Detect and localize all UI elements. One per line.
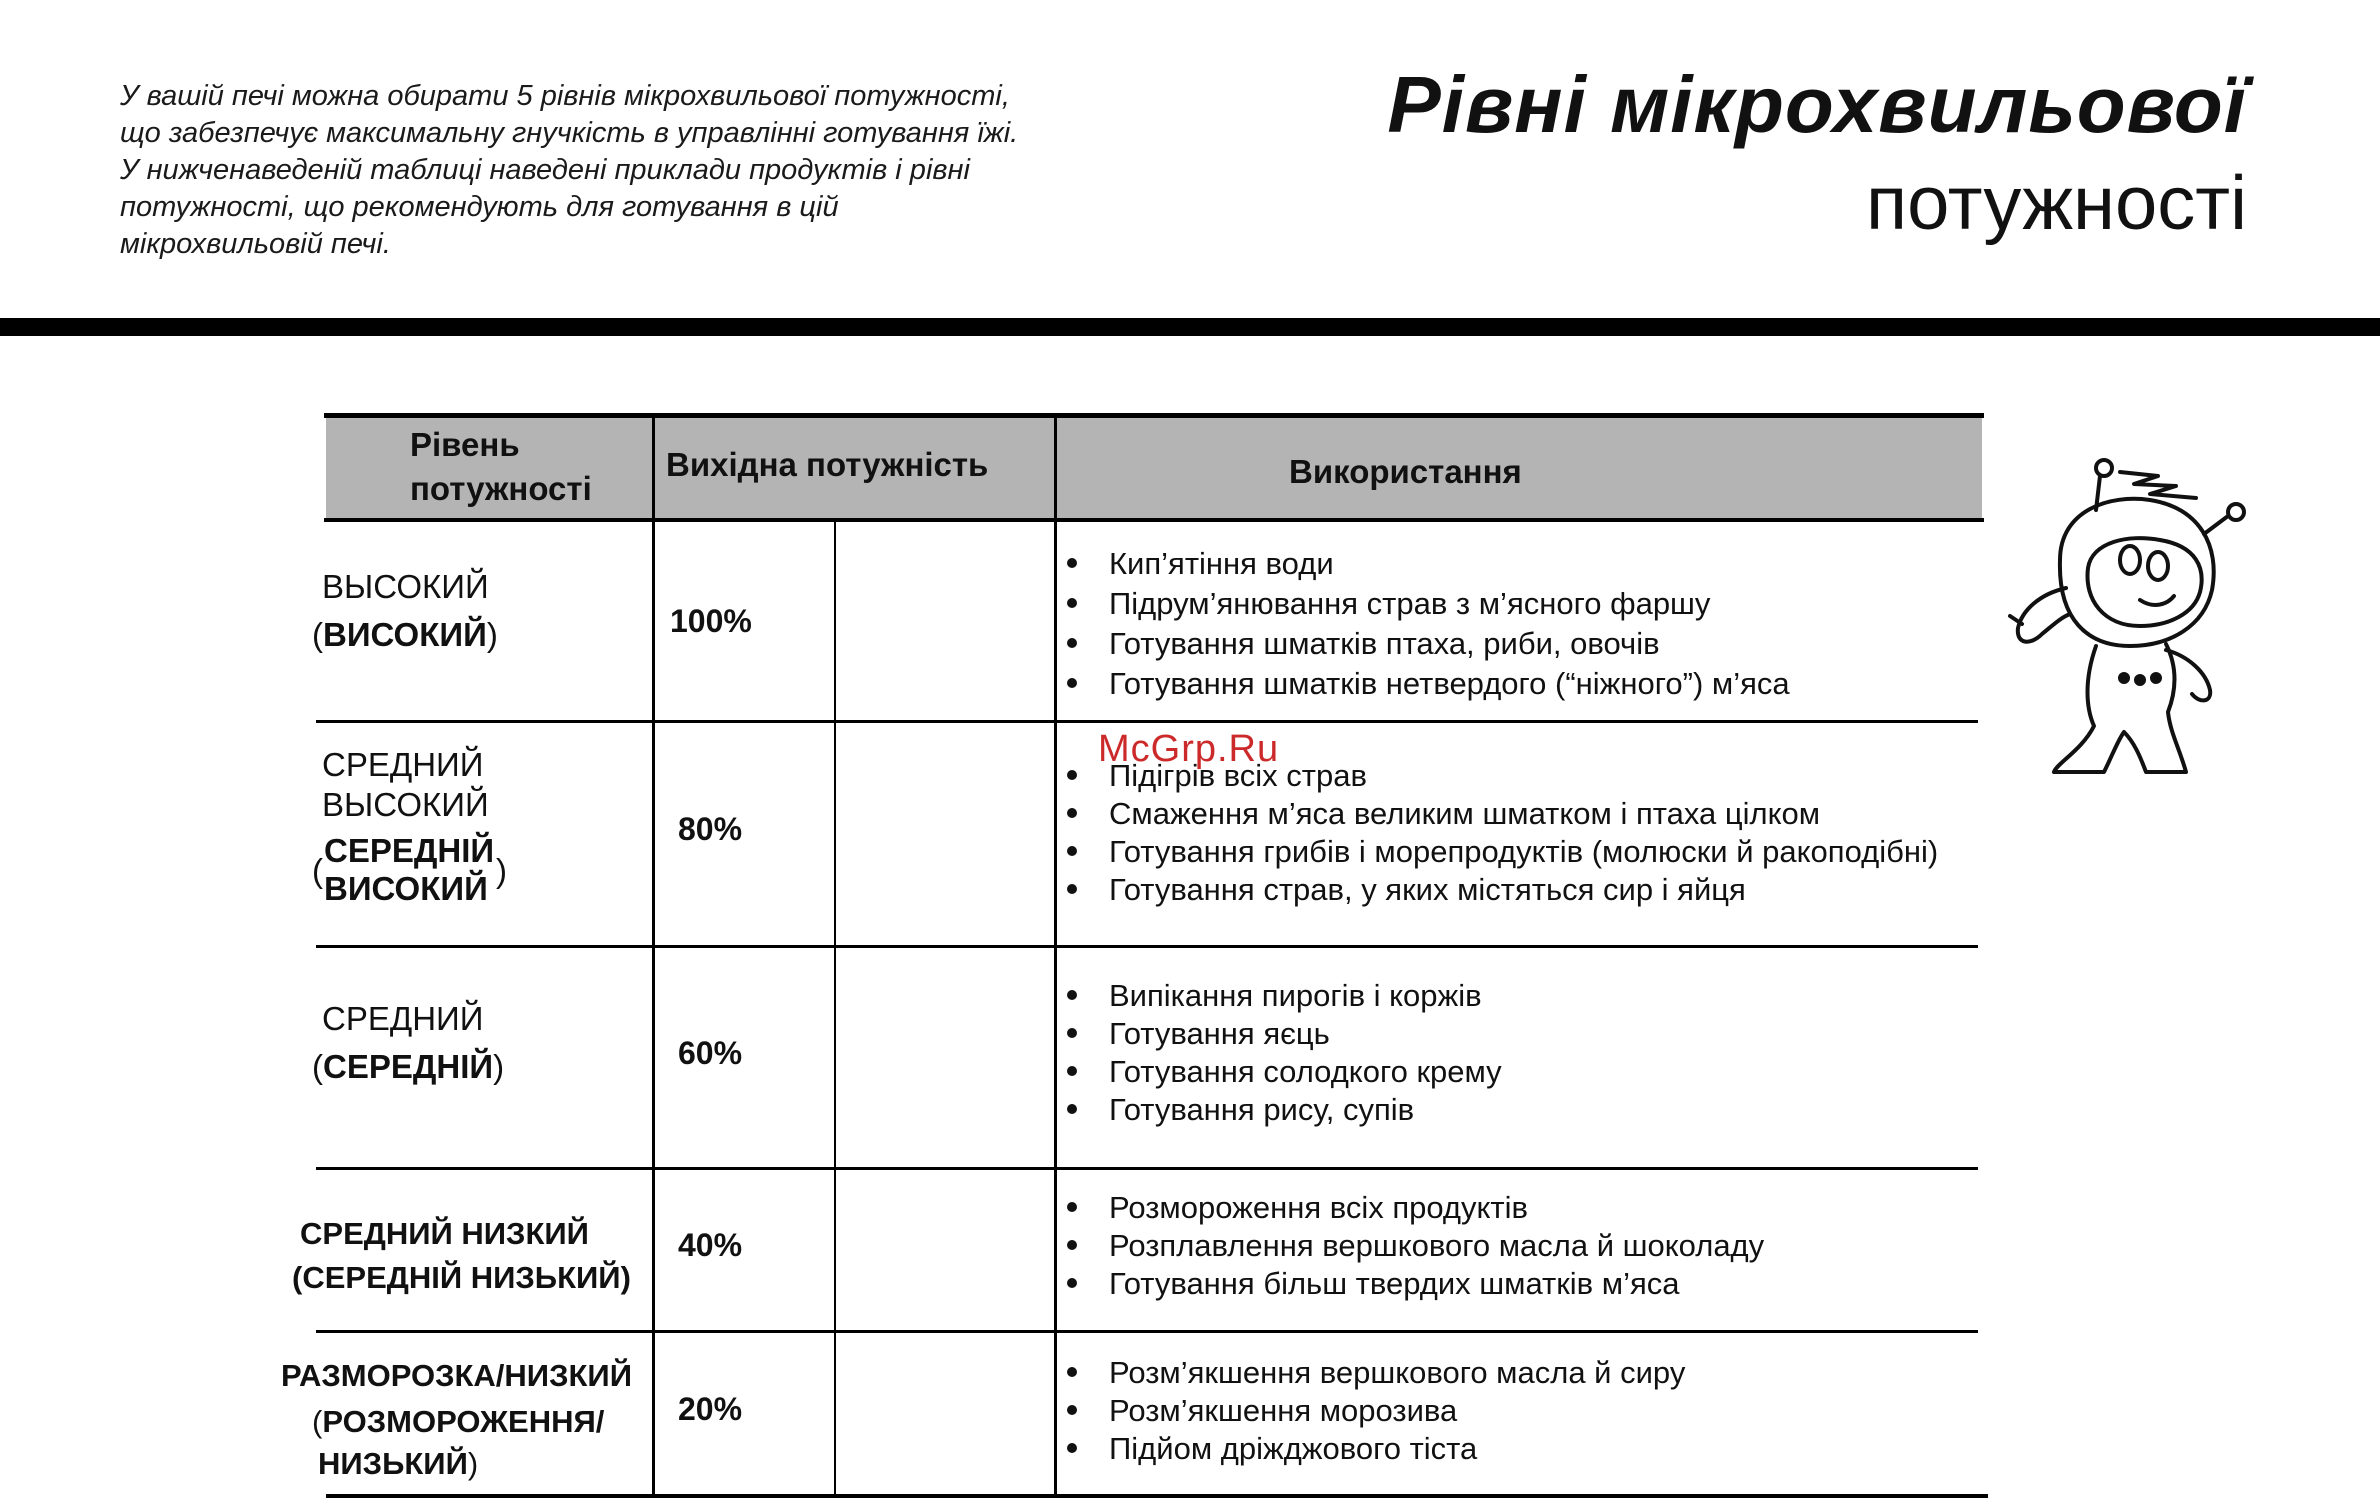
header-usage: Використання (1289, 453, 1522, 490)
column-divider (652, 416, 655, 1496)
level-label-bold: СЕРЕДНІЙ (323, 1048, 494, 1085)
level-label (312, 1404, 605, 1439)
bullet-icon (1067, 808, 1077, 818)
bracket: ) (467, 1446, 479, 1481)
level-label-bold: НИЗЬКИЙ (318, 1446, 468, 1481)
usage-item: Випікання пирогів і коржів (1109, 978, 1482, 1013)
bracket: ) (496, 852, 507, 889)
intro-line: що забезпечує максимальну гнучкість в управлінні готування їжі. (120, 117, 1019, 149)
row-separator (316, 1167, 1978, 1170)
table-top-line (324, 413, 1984, 418)
level-label: СРЕДНИЙ (322, 746, 484, 783)
intro-line: У вашій печі можна обирати 5 рівнів мікрохвильової потужності, (120, 80, 1010, 112)
usage-item: Розплавлення вершкового масла й шоколаду (1109, 1228, 1765, 1263)
level-label (312, 1047, 504, 1085)
row-separator (316, 945, 1978, 948)
header-output-power: Вихідна потужність (666, 446, 989, 483)
level-label: СРЕДНИЙ (322, 1000, 484, 1037)
table-header-bottom-line (324, 518, 1984, 522)
bullet-icon (1067, 1278, 1077, 1288)
bullet-icon (1067, 770, 1077, 780)
level-label-bold: ВИСОКИЙ (323, 616, 487, 653)
usage-list (1067, 758, 1938, 907)
level-label: ВЫСОКИЙ (322, 786, 489, 823)
usage-item: Готування грибів і морепродуктів (молюски й ракоподібні) (1109, 834, 1939, 869)
bracket: ( (312, 1404, 323, 1439)
usage-item: Розм’якшення вершкового масла й сиру (1109, 1355, 1686, 1390)
level-label: СРЕДНИЙ НИЗКИЙ (300, 1216, 589, 1251)
table-bottom-line (326, 1494, 1988, 1498)
title-line-2: потужності (1865, 161, 2247, 246)
bracket: ( (312, 852, 323, 889)
intro-line: мікрохвильовій печі. (120, 228, 391, 260)
power-value: 100% (670, 603, 752, 639)
intro-line: потужності, що рекомендують для готування в цій (120, 191, 839, 223)
bullet-icon (1067, 1405, 1077, 1415)
title-line-1: Рівні мікрохвильової (1387, 60, 2247, 149)
bullet-icon (1067, 1202, 1077, 1212)
usage-list (1067, 1355, 1686, 1466)
power-value: 20% (678, 1391, 743, 1427)
row-separator (316, 720, 1978, 723)
usage-item: Готування рису, супів (1109, 1092, 1415, 1127)
bracket: ) (486, 616, 498, 653)
intro-line: У нижченаведеній таблиці наведені приклади продуктів і рівні (120, 154, 970, 186)
usage-item: Готування більш твердих шматків м’яса (1109, 1266, 1680, 1301)
usage-item: Готування шматків нетвердого (“ніжного”) м’яса (1109, 666, 1790, 701)
header-level-line-1: Рівень (410, 426, 520, 463)
usage-item: Підрум’янювання страв з м’ясного фаршу (1109, 586, 1711, 621)
power-value: 60% (678, 1035, 743, 1071)
usage-list (1067, 978, 1502, 1127)
level-label: ВЫСОКИЙ (322, 568, 489, 605)
level-label: (СЕРЕДНІЙ НИЗЬКИЙ) (292, 1260, 631, 1295)
level-label-bold: ВИСОКИЙ (324, 870, 488, 907)
column-divider (1054, 416, 1057, 1496)
usage-item: Готування страв, у яких містяться сир і яйця (1109, 872, 1746, 907)
bullet-icon (1067, 884, 1077, 894)
usage-item: Розмороження всіх продуктів (1109, 1190, 1528, 1225)
bullet-icon (1067, 558, 1077, 568)
level-label-bold: СЕРЕДНІЙ (324, 832, 495, 869)
bullet-icon (1067, 1066, 1077, 1076)
column-divider (834, 522, 836, 1496)
usage-item: Готування шматків птаха, риби, овочів (1109, 626, 1660, 661)
level-label (312, 615, 498, 653)
watermark: McGrp.Ru (1098, 728, 1280, 770)
bracket: ( (312, 616, 323, 653)
usage-item: Кип’ятіння води (1109, 546, 1334, 581)
bullet-icon (1067, 598, 1077, 608)
level-label-bold: РОЗМОРОЖЕННЯ/ (322, 1404, 605, 1439)
bullet-icon (1067, 1443, 1077, 1453)
bullet-icon (1067, 1367, 1077, 1377)
bullet-icon (1067, 1104, 1077, 1114)
bullet-icon (1067, 1240, 1077, 1250)
level-label: РАЗМОРОЗКА/НИЗКИЙ (281, 1358, 632, 1393)
bullet-icon (1067, 1028, 1077, 1038)
bullet-icon (1067, 638, 1077, 648)
usage-item: Готування солодкого крему (1109, 1054, 1502, 1089)
level-label (318, 1445, 478, 1481)
usage-item: Смаження м’яса великим шматком і птаха цілком (1109, 796, 1821, 831)
usage-list (1067, 1190, 1765, 1301)
power-value: 80% (678, 811, 743, 847)
bracket: ) (493, 1048, 505, 1085)
bullet-icon (1067, 678, 1077, 688)
bracket: ( (312, 1048, 323, 1085)
bullet-icon (1067, 990, 1077, 1000)
usage-item: Розм’якшення морозива (1109, 1393, 1458, 1428)
usage-item: Підйом дріжджового тіста (1109, 1431, 1478, 1466)
mascot-illustration (2000, 450, 2260, 780)
header-level-line-2: потужності (410, 470, 592, 507)
usage-list (1067, 546, 1790, 701)
bullet-icon (1067, 846, 1077, 856)
usage-item: Готування яєць (1109, 1016, 1330, 1051)
power-value: 40% (678, 1227, 743, 1263)
row-separator (316, 1330, 1978, 1333)
usage-item: Підігрів всіх страв (1109, 758, 1367, 793)
